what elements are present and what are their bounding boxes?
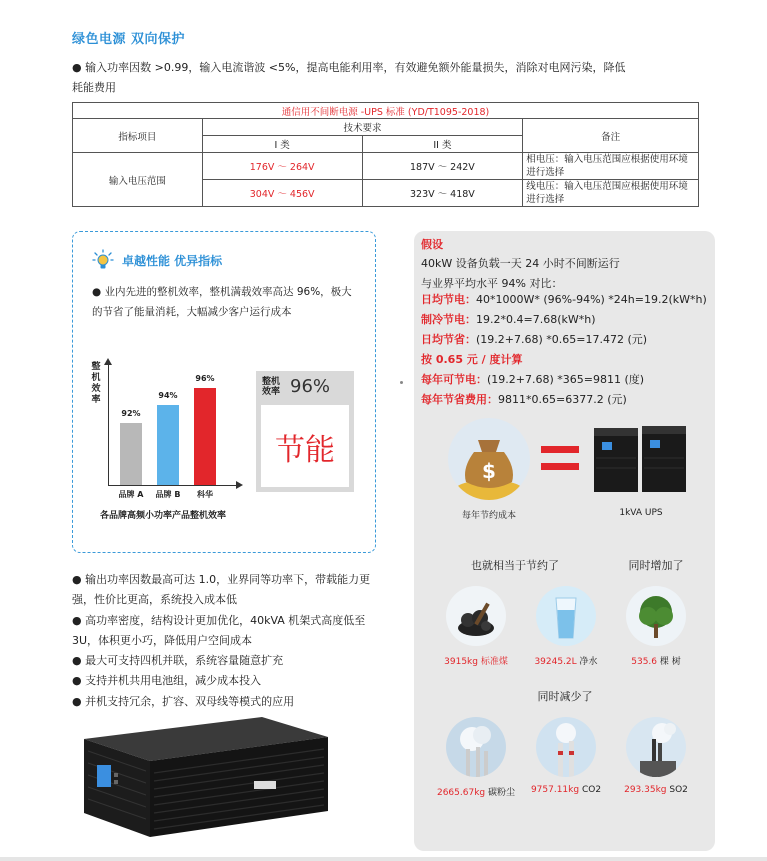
section-title: 绿色电源 双向保护 — [72, 32, 186, 47]
cell-class2: 323V ～ 418V — [362, 180, 523, 207]
daily-saving-value: 40*1000W* (96%-94%) *24h=19.2(kW*h) — [476, 293, 707, 306]
lightbulb-icon — [92, 249, 114, 271]
assume-line2: 与业界平均水平 94% 对比： — [421, 277, 563, 290]
bar-value-label: 92% — [121, 409, 141, 419]
price-basis — [421, 350, 522, 370]
so2-value: 293.35kg SO2 — [624, 785, 688, 795]
intro-text: 输入功率因数 >0.99，输入电流谐波 <5%，提高电能利用率，有效避免额外能量损失，消除对电网污染，降低耗能费用 — [72, 61, 626, 94]
coal-value: 3915kg 标准煤 — [444, 657, 508, 667]
chart-bar — [194, 388, 216, 485]
table-row — [73, 153, 699, 180]
row-label: 输入电压范围 — [73, 153, 203, 207]
tree-label — [612, 654, 700, 667]
ups-caption: 1kVA UPS — [619, 508, 663, 518]
daily-saving-label: 日均节电： — [421, 293, 476, 306]
cooling-saving — [421, 310, 596, 330]
yearly-saving-label: 每年可节电： — [421, 373, 487, 386]
y-axis — [108, 362, 109, 486]
yearly-saving — [421, 370, 644, 390]
co2-value: 9757.11kg CO2 — [530, 785, 602, 795]
list-item: ● 并机支持冗余，扩容、双母线等模式的应用 — [72, 694, 295, 708]
money-caption: 每年节约成本 — [461, 511, 516, 521]
cell-note: 线电压：输入电压范围应根据使用环境进行选择 — [523, 180, 699, 207]
list-item: ● 输出功率因数最高可达 1.0，业界同等功率下，带载能力更强，性价比更高，系统投入成本低 — [72, 573, 371, 607]
cell-class1: 304V ～ 456V — [202, 180, 362, 207]
col-class2-header: II 类 — [362, 136, 523, 153]
daily-cost-value: (19.2+7.68) *0.65=17.472 (元) — [476, 333, 648, 346]
saved-title: 也就相当于节约了 — [471, 559, 559, 572]
chart-bar — [157, 405, 179, 485]
dust-smokestack-icon — [446, 717, 506, 777]
col-note-header: 备注 — [523, 119, 699, 153]
chart-bar — [120, 423, 142, 485]
spec-table — [72, 102, 699, 207]
bar-category-label: 品牌 B — [155, 490, 181, 499]
assume-title: 假设 — [421, 238, 443, 251]
performance-title: 卓越性能 优异指标 — [122, 254, 223, 268]
chart-ylabel: 整机效率 — [91, 362, 101, 405]
col-req-header: 技术要求 — [202, 119, 523, 136]
decorative-dot — [400, 381, 403, 384]
co2-label — [514, 785, 618, 795]
tower-ups-image — [592, 424, 690, 494]
coal-icon — [446, 586, 506, 646]
x-axis — [108, 485, 236, 486]
daily-cost-label: 日均节省： — [421, 333, 476, 346]
daily-saving — [421, 290, 707, 310]
x-axis-arrow — [236, 481, 243, 489]
svg-text:$: $ — [482, 459, 496, 483]
bar-category-label: 科华 — [197, 490, 213, 499]
efficiency-label-line1: 整机 — [262, 377, 281, 387]
tree-value: 535.6 棵 树 — [631, 657, 681, 667]
equals-icon-top — [541, 446, 579, 453]
added-title: 同时增加了 — [628, 559, 684, 572]
feature-list — [72, 570, 382, 712]
rack-ups-image — [84, 717, 328, 837]
water-label — [520, 654, 612, 667]
energy-saving-text: 节能 — [275, 433, 335, 468]
co2-smokestack-icon — [536, 717, 596, 777]
yearly-saving-value: (19.2+7.68) *365=9811 (度) — [487, 373, 645, 386]
so2-smokestack-icon — [626, 717, 686, 777]
list-item: ● 高功率密度，结构设计更加优化，40kVA 机架式高度低至 3U，体积更小巧，降低用户空间成本 — [72, 613, 366, 647]
cell-class1: 176V ～ 264V — [202, 153, 362, 180]
so2-label — [614, 785, 698, 795]
water-value: 39245.2L 净水 — [534, 657, 598, 667]
efficiency-value: 96% — [290, 376, 331, 397]
bar-value-label: 94% — [158, 391, 178, 401]
daily-cost — [421, 330, 647, 350]
dust-value: 2665.67kg 碳粉尘 — [436, 788, 516, 798]
chart-title: 各品牌高频小功率产品整机效率 — [100, 511, 227, 521]
intro-bullet: ● — [72, 61, 82, 74]
water-glass-icon — [536, 586, 596, 646]
money-bag-icon — [448, 418, 530, 500]
cell-class2: 187V ～ 242V — [362, 153, 523, 180]
yearly-cost-value: 9811*0.65=6377.2 (元) — [498, 393, 627, 406]
bar-value-label: 96% — [195, 373, 215, 383]
bar-category-label: 品牌 A — [118, 490, 144, 499]
reduced-title: 同时减少了 — [537, 690, 593, 703]
yearly-cost-label: 每年节省费用： — [421, 393, 498, 406]
yearly-cost — [421, 390, 627, 410]
col-class1-header: I 类 — [202, 136, 362, 153]
tree-icon — [626, 586, 686, 646]
cooling-saving-value: 19.2*0.4=7.68(kW*h) — [476, 313, 596, 326]
efficiency-label-line2: 效率 — [262, 387, 281, 397]
equals-icon-bottom — [541, 463, 579, 470]
assume-line1: 40kW 设备负载一天 24 小时不间断运行 — [421, 257, 620, 270]
efficiency-label — [262, 377, 280, 397]
cell-note: 相电压：输入电压范围应根据使用环境进行选择 — [523, 153, 699, 180]
performance-text: ● 业内先进的整机效率，整机满载效率高达 96%，极大的节省了能量消耗，大幅减少客户运行成本 — [92, 286, 352, 318]
price-basis-label: 按 0.65 元 / 度计算 — [421, 353, 523, 366]
col-item-header: 指标项目 — [73, 119, 203, 153]
cooling-saving-label: 制冷节电： — [421, 313, 476, 326]
footer-divider — [0, 857, 767, 861]
coal-label — [430, 654, 522, 667]
list-item: ● 最大可支持四机并联，系统容量随意扩充 — [72, 654, 284, 668]
list-item: ● 支持并机共用电池组，减少成本投入 — [72, 674, 262, 688]
intro-paragraph — [72, 58, 632, 98]
table-caption: 通信用不间断电源 -UPS 标准 (YD/T1095-2018) — [73, 103, 699, 119]
